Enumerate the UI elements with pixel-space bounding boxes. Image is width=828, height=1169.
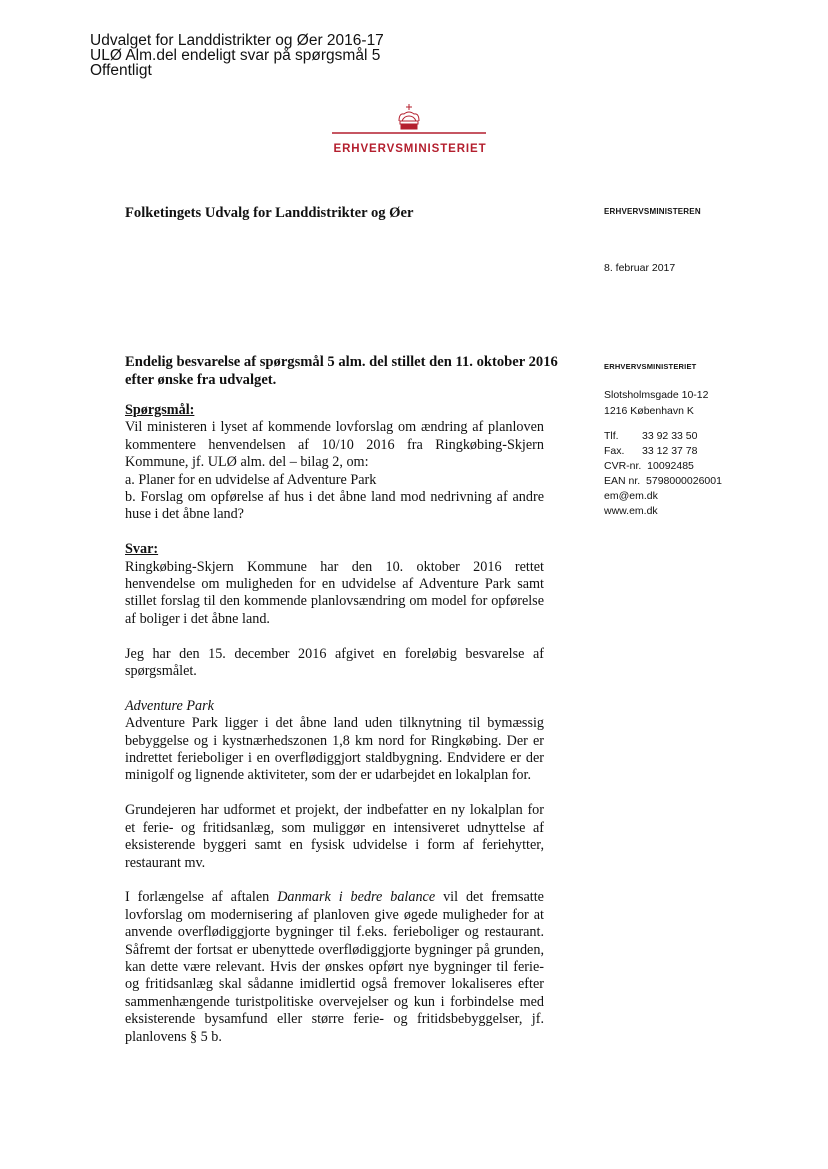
crown-icon	[330, 100, 490, 140]
question-text: Vil ministeren i lyset af kommende lovforslag om ændring af planloven kommentere henvendelsen af 10/10 2016 fra Ringkøbing-Skjern Kommune, jf. ULØ alm. del – bilag 2, om:	[125, 419, 544, 471]
letter-date: 8. februar 2017	[604, 262, 676, 274]
question-heading: Spørgsmål:	[125, 402, 195, 418]
contact-cvr: CVR-nr. 10092485	[604, 460, 694, 473]
question-item-a: a. Planer for en udvidelse af Adventure Park	[125, 471, 377, 488]
address-city: 1216 København K	[604, 404, 694, 417]
stamp-line-committee: Udvalget for Landdistrikter og Øer 2016-17	[90, 32, 384, 49]
phone-value: 33 92 33 50	[642, 430, 698, 442]
subject-heading	[125, 354, 558, 389]
question-item-b: b. Forslag om opførelse af hus i det åbne land mod nedrivning af andre huse i det åbne land?	[125, 489, 544, 523]
p5-intro: I forlængelse af aftalen	[125, 889, 278, 906]
answer-paragraph-1: Ringkøbing-Skjern Kommune har den 10. oktober 2016 rettet henvendelse om muligheden for en udvidelse af Adventure Park samt stillet forslag til den kommende planlovsændring om model for opførelse af boliger i det åbne land.	[125, 558, 544, 627]
address-street: Slotsholmsgade 10-12	[604, 389, 709, 401]
p5-body: vil det fremsatte lovforslag om modernisering af planloven give øgede muligheder for at anvende overflødiggjorte bygninger til f.eks. ferieboliger og restaurant. Såfremt der fortsat er ubenyttede overflødiggjorte bygninger på grunden, kan dette være relevant. Hvis der ønskes opført nye bygninger til ferie- og fritidsanlæg skal sådanne imidlertid også fremover lokaliseres efter sammenhængende turistpolitiske overvejelser og kun i forbindelse med eksisterende bysamfund eller større ferie- og fritidsbebyggelser, jf. planlovens § 5 b.	[125, 889, 544, 1045]
stamp-line-reference: ULØ Alm.del endeligt svar på spørgsmål 5	[90, 47, 381, 64]
answer-paragraph-4: Grundejeren har udformet et projekt, der indbefatter en ny lokalplan for et ferie- og fritidsanlæg, som muliggør en intensiveret udnyttelse af eksisterende byggeri samt en fysisk udvidelse i form af feriehytter, restaurant mv.	[125, 802, 544, 871]
answer-heading: Svar:	[125, 541, 159, 558]
answer-paragraph-2: Jeg har den 15. december 2016 afgivet en foreløbig besvarelse af spørgsmålet.	[125, 645, 544, 680]
fax-label: Fax.	[604, 445, 625, 458]
contact-website[interactable]: www.em.dk	[604, 505, 658, 518]
answer-paragraph-3: Adventure Park ligger i det åbne land uden tilknytning til bymæssig bebyggelse og i kystnærhedszonen 1,8 km nord for Ringkøbing. Der er indrettet ferieboliger i en overflødiggjort staldbygning. Endvidere er der minigolf og lignende aktiviteter, som der er udarbejdet en lokalplan for.	[125, 715, 544, 784]
ministry-wordmark: ERHVERVSMINISTERIET	[333, 143, 487, 155]
contact-fax	[604, 444, 722, 459]
sidebar-ministry: ERHVERVSMINISTERIET	[604, 362, 697, 371]
recipient: Folketingets Udvalg for Landdistrikter og Øer	[125, 205, 414, 221]
contact-ean: EAN nr. 5798000026001	[604, 475, 722, 488]
section-title-adventure-park: Adventure Park	[125, 697, 214, 714]
sidebar-contact	[604, 429, 722, 520]
contact-phone	[604, 429, 722, 444]
subject-line-1: Endelig besvarelse af spørgsmål 5 alm. del stillet den 11. oktober 2016	[125, 354, 558, 370]
phone-label: Tlf.	[604, 430, 619, 442]
sender-tag: ERHVERVSMINISTEREN	[604, 207, 701, 216]
document-stamp	[90, 33, 384, 78]
agreement-title: Danmark i bedre balance	[277, 889, 436, 906]
ministry-logo	[330, 100, 490, 160]
contact-email[interactable]: em@em.dk	[604, 490, 658, 503]
fax-value: 33 12 37 78	[642, 445, 698, 458]
stamp-line-status: Offentligt	[90, 62, 152, 79]
subject-line-2: efter ønske fra udvalget.	[125, 371, 277, 388]
letter-body	[125, 402, 544, 1046]
answer-paragraph-5	[125, 889, 544, 1046]
sidebar-address	[604, 388, 708, 419]
